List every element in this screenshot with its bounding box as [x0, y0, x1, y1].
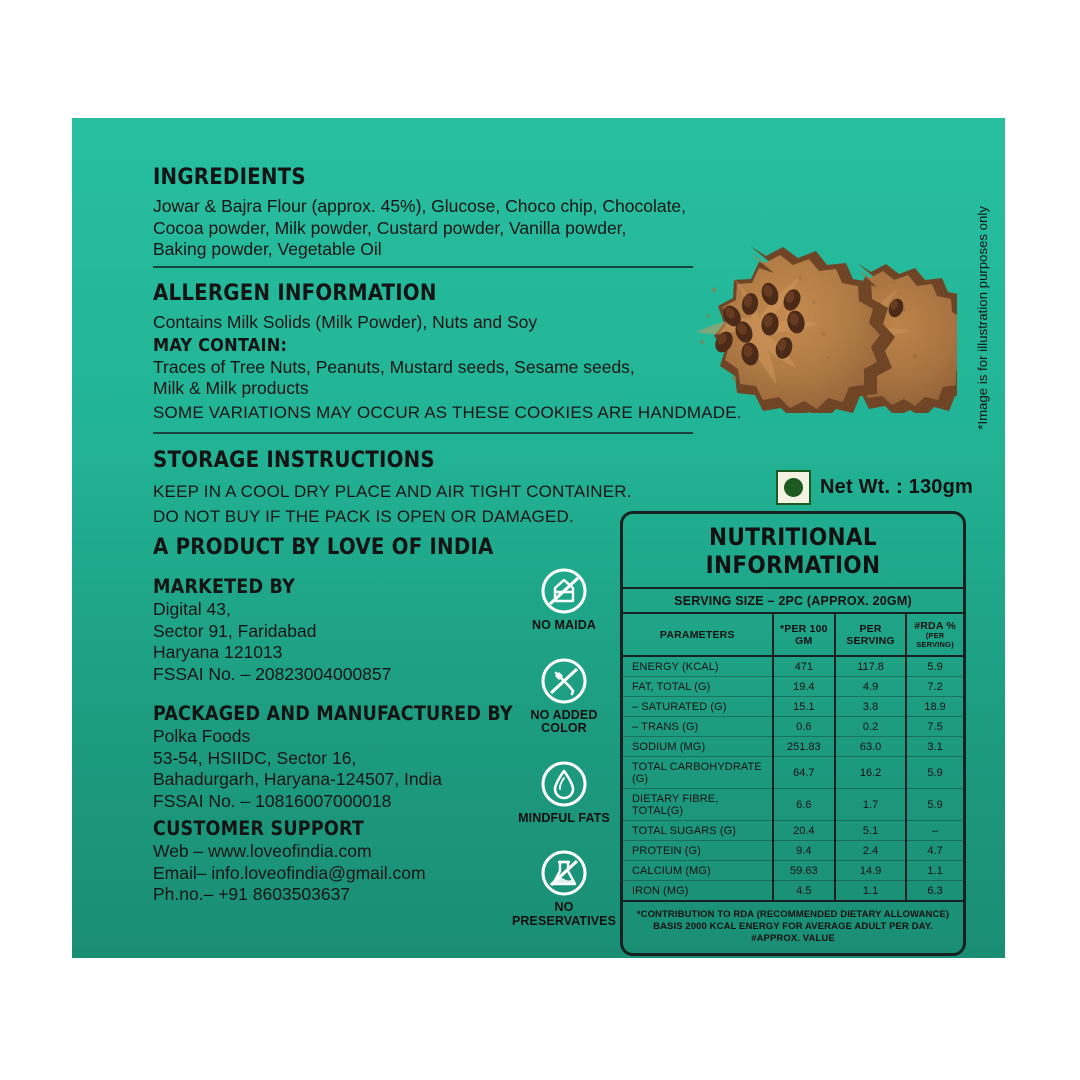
cell-rda: 1.1 [906, 861, 963, 881]
table-row [623, 697, 963, 717]
cell-per-100g: 9.4 [773, 841, 835, 861]
cell-rda: 4.7 [906, 841, 963, 861]
marketed-by-section [153, 574, 391, 685]
table-row [623, 656, 963, 677]
badge-label: PRESERVATIVES [511, 913, 617, 928]
cell-rda: 6.3 [906, 881, 963, 902]
support-website[interactable]: Web – www.loveofindia.com [153, 841, 372, 861]
cell-parameter: ENERGY (KCAL) [623, 656, 773, 677]
no-maida-icon [539, 566, 589, 616]
veg-dot [784, 478, 803, 497]
veg-mark-icon [776, 470, 811, 505]
badge-label: NO [554, 900, 574, 914]
net-weight-row [776, 470, 973, 505]
cell-per-100g: 15.1 [773, 697, 835, 717]
ingredients-line: Baking powder, Vegetable Oil [153, 239, 382, 259]
cell-per-serving: 1.7 [835, 789, 906, 821]
storage-section [153, 448, 632, 529]
mindful-fats-icon [539, 759, 589, 809]
marketed-by-fssai: FSSAI No. – 20823004000857 [153, 663, 392, 684]
cell-per-serving: 3.8 [835, 697, 906, 717]
claims-badges [504, 566, 624, 951]
cell-per-100g: 4.5 [773, 881, 835, 902]
cell-per-serving: 117.8 [835, 656, 906, 677]
cell-per-serving: 0.2 [835, 717, 906, 737]
table-row [623, 677, 963, 697]
cell-parameter: CALCIUM (MG) [623, 861, 773, 881]
manufactured-by-line: Bahadurgarh, Haryana-124507, India [153, 769, 442, 789]
table-row [623, 737, 963, 757]
cell-per-serving: 63.0 [835, 737, 906, 757]
cell-per-100g: 6.6 [773, 789, 835, 821]
cell-per-serving: 1.1 [835, 881, 906, 902]
nutrition-title: NUTRITIONAL INFORMATION [623, 514, 963, 589]
marketed-by-line: Sector 91, Faridabad [153, 620, 317, 641]
badge-no-added-color [504, 656, 624, 736]
cell-parameter: TOTAL CARBOHYDRATE (G) [623, 757, 773, 789]
manufactured-by-line: Polka Foods [153, 726, 251, 746]
allergen-contains: Contains Milk Solids (Milk Powder), Nuts and Soy [153, 312, 538, 332]
support-phone[interactable]: Ph.no.– +91 8603503637 [153, 884, 351, 904]
manufactured-by-fssai: FSSAI No. – 10816007000018 [153, 790, 392, 811]
badge-label: MINDFUL FATS [518, 810, 610, 825]
cell-per-100g: 471 [773, 656, 835, 677]
cell-per-100g: 19.4 [773, 677, 835, 697]
badge-label: NO ADDED [530, 707, 598, 722]
col-rda [906, 614, 963, 656]
cell-parameter: – SATURATED (G) [623, 697, 773, 717]
badge-no-preservatives [504, 848, 624, 928]
nutrition-table [623, 614, 963, 902]
cell-rda: 7.5 [906, 717, 963, 737]
cell-per-100g: 251.83 [773, 737, 835, 757]
col-per-100g: *PER 100 GM [773, 614, 835, 656]
cell-rda: 5.9 [906, 757, 963, 789]
teal-panel [72, 118, 1005, 958]
support-email[interactable]: Email– info.loveofindia@gmail.com [153, 862, 426, 883]
cell-per-serving: 14.9 [835, 861, 906, 881]
cell-parameter: DIETARY FIBRE, TOTAL(G) [623, 789, 773, 821]
table-row [623, 821, 963, 841]
customer-support-section [153, 816, 426, 906]
allergen-heading: ALLERGEN INFORMATION [153, 281, 437, 306]
table-row [623, 841, 963, 861]
product-by-heading: A PRODUCT BY LOVE OF INDIA [153, 535, 494, 560]
marketed-by-line: Digital 43, [153, 599, 231, 619]
col-rda-sub: (PER SERVING) [916, 631, 954, 649]
col-parameters: PARAMETERS [623, 614, 773, 656]
ingredients-line: Jowar & Bajra Flour (approx. 45%), Glucose, Choco chip, Chocolate, [153, 196, 687, 216]
cell-rda: 3.1 [906, 737, 963, 757]
footnote-line: *CONTRIBUTION TO RDA (RECOMMENDED DIETARY ALLOWANCE) [636, 909, 950, 920]
badge-label: COLOR [541, 721, 587, 735]
storage-line: DO NOT BUY IF THE PACK IS OPEN OR DAMAGED. [153, 507, 574, 526]
ingredients-section [153, 165, 686, 261]
may-contain-line: Milk & Milk products [153, 378, 309, 398]
table-row [623, 861, 963, 881]
customer-support-heading: CUSTOMER SUPPORT [153, 817, 364, 840]
cell-parameter: SODIUM (MG) [623, 737, 773, 757]
cell-rda: – [906, 821, 963, 841]
storage-heading: STORAGE INSTRUCTIONS [153, 448, 435, 473]
badge-no-maida [504, 566, 624, 633]
no-added-color-icon [539, 656, 589, 706]
cell-rda: 7.2 [906, 677, 963, 697]
manufactured-by-heading: PACKAGED AND MANUFACTURED BY [153, 702, 513, 725]
cell-parameter: PROTEIN (G) [623, 841, 773, 861]
section-divider [153, 432, 693, 434]
handmade-note: SOME VARIATIONS MAY OCCUR AS THESE COOKIES ARE HANDMADE. [153, 402, 742, 422]
cell-per-100g: 64.7 [773, 757, 835, 789]
cell-per-serving: 4.9 [835, 677, 906, 697]
cell-per-100g: 0.6 [773, 717, 835, 737]
may-contain-heading: MAY CONTAIN: [153, 334, 288, 356]
cell-rda: 5.9 [906, 789, 963, 821]
cell-rda: 18.9 [906, 697, 963, 717]
cell-per-serving: 2.4 [835, 841, 906, 861]
footnote-line: BASIS 2000 KCAL ENERGY FOR AVERAGE ADULT PER DAY. [653, 921, 933, 932]
cell-parameter: FAT, TOTAL (G) [623, 677, 773, 697]
illustration-disclaimer-text: *Image is for illustration purposes only [975, 206, 990, 430]
section-divider [153, 266, 693, 268]
table-row [623, 717, 963, 737]
ingredients-heading: INGREDIENTS [153, 165, 306, 190]
badge-mindful-fats [504, 759, 624, 826]
nutritional-information-card [620, 511, 966, 956]
cell-per-100g: 59.63 [773, 861, 835, 881]
cell-per-serving: 5.1 [835, 821, 906, 841]
manufactured-by-line: 53-54, HSIIDC, Sector 16, [153, 747, 357, 768]
serving-size: SERVING SIZE – 2PC (APPROX. 20GM) [623, 589, 963, 614]
badge-label: NO MAIDA [532, 618, 596, 632]
table-row [623, 789, 963, 821]
table-header-row [623, 614, 963, 656]
illustration-disclaimer [962, 206, 988, 566]
cell-parameter: IRON (MG) [623, 881, 773, 902]
net-weight-label: Net Wt. : 130gm [820, 476, 974, 498]
cell-parameter: TOTAL SUGARS (G) [623, 821, 773, 841]
col-rda-label: #RDA % [914, 620, 956, 632]
no-preservatives-icon [539, 848, 589, 898]
ingredients-line: Cocoa powder, Milk powder, Custard powder, Vanilla powder, [153, 217, 627, 238]
table-row [623, 757, 963, 789]
storage-line: KEEP IN A COOL DRY PLACE AND AIR TIGHT CONTAINER. [153, 482, 632, 501]
allergen-section [153, 281, 742, 425]
table-row [623, 881, 963, 902]
cell-per-100g: 20.4 [773, 821, 835, 841]
manufactured-by-section [153, 701, 513, 812]
nutrition-footnote [623, 902, 963, 953]
col-per-serving: PER SERVING [835, 614, 906, 656]
may-contain-line: Traces of Tree Nuts, Peanuts, Mustard seeds, Sesame seeds, [153, 356, 635, 377]
footnote-line: #APPROX. VALUE [751, 933, 835, 944]
cell-rda: 5.9 [906, 656, 963, 677]
marketed-by-heading: MARKETED BY [153, 575, 295, 598]
cell-parameter: – TRANS (G) [623, 717, 773, 737]
marketed-by-line: Haryana 121013 [153, 642, 283, 662]
nutrition-table-body [623, 656, 963, 901]
cell-per-serving: 16.2 [835, 757, 906, 789]
